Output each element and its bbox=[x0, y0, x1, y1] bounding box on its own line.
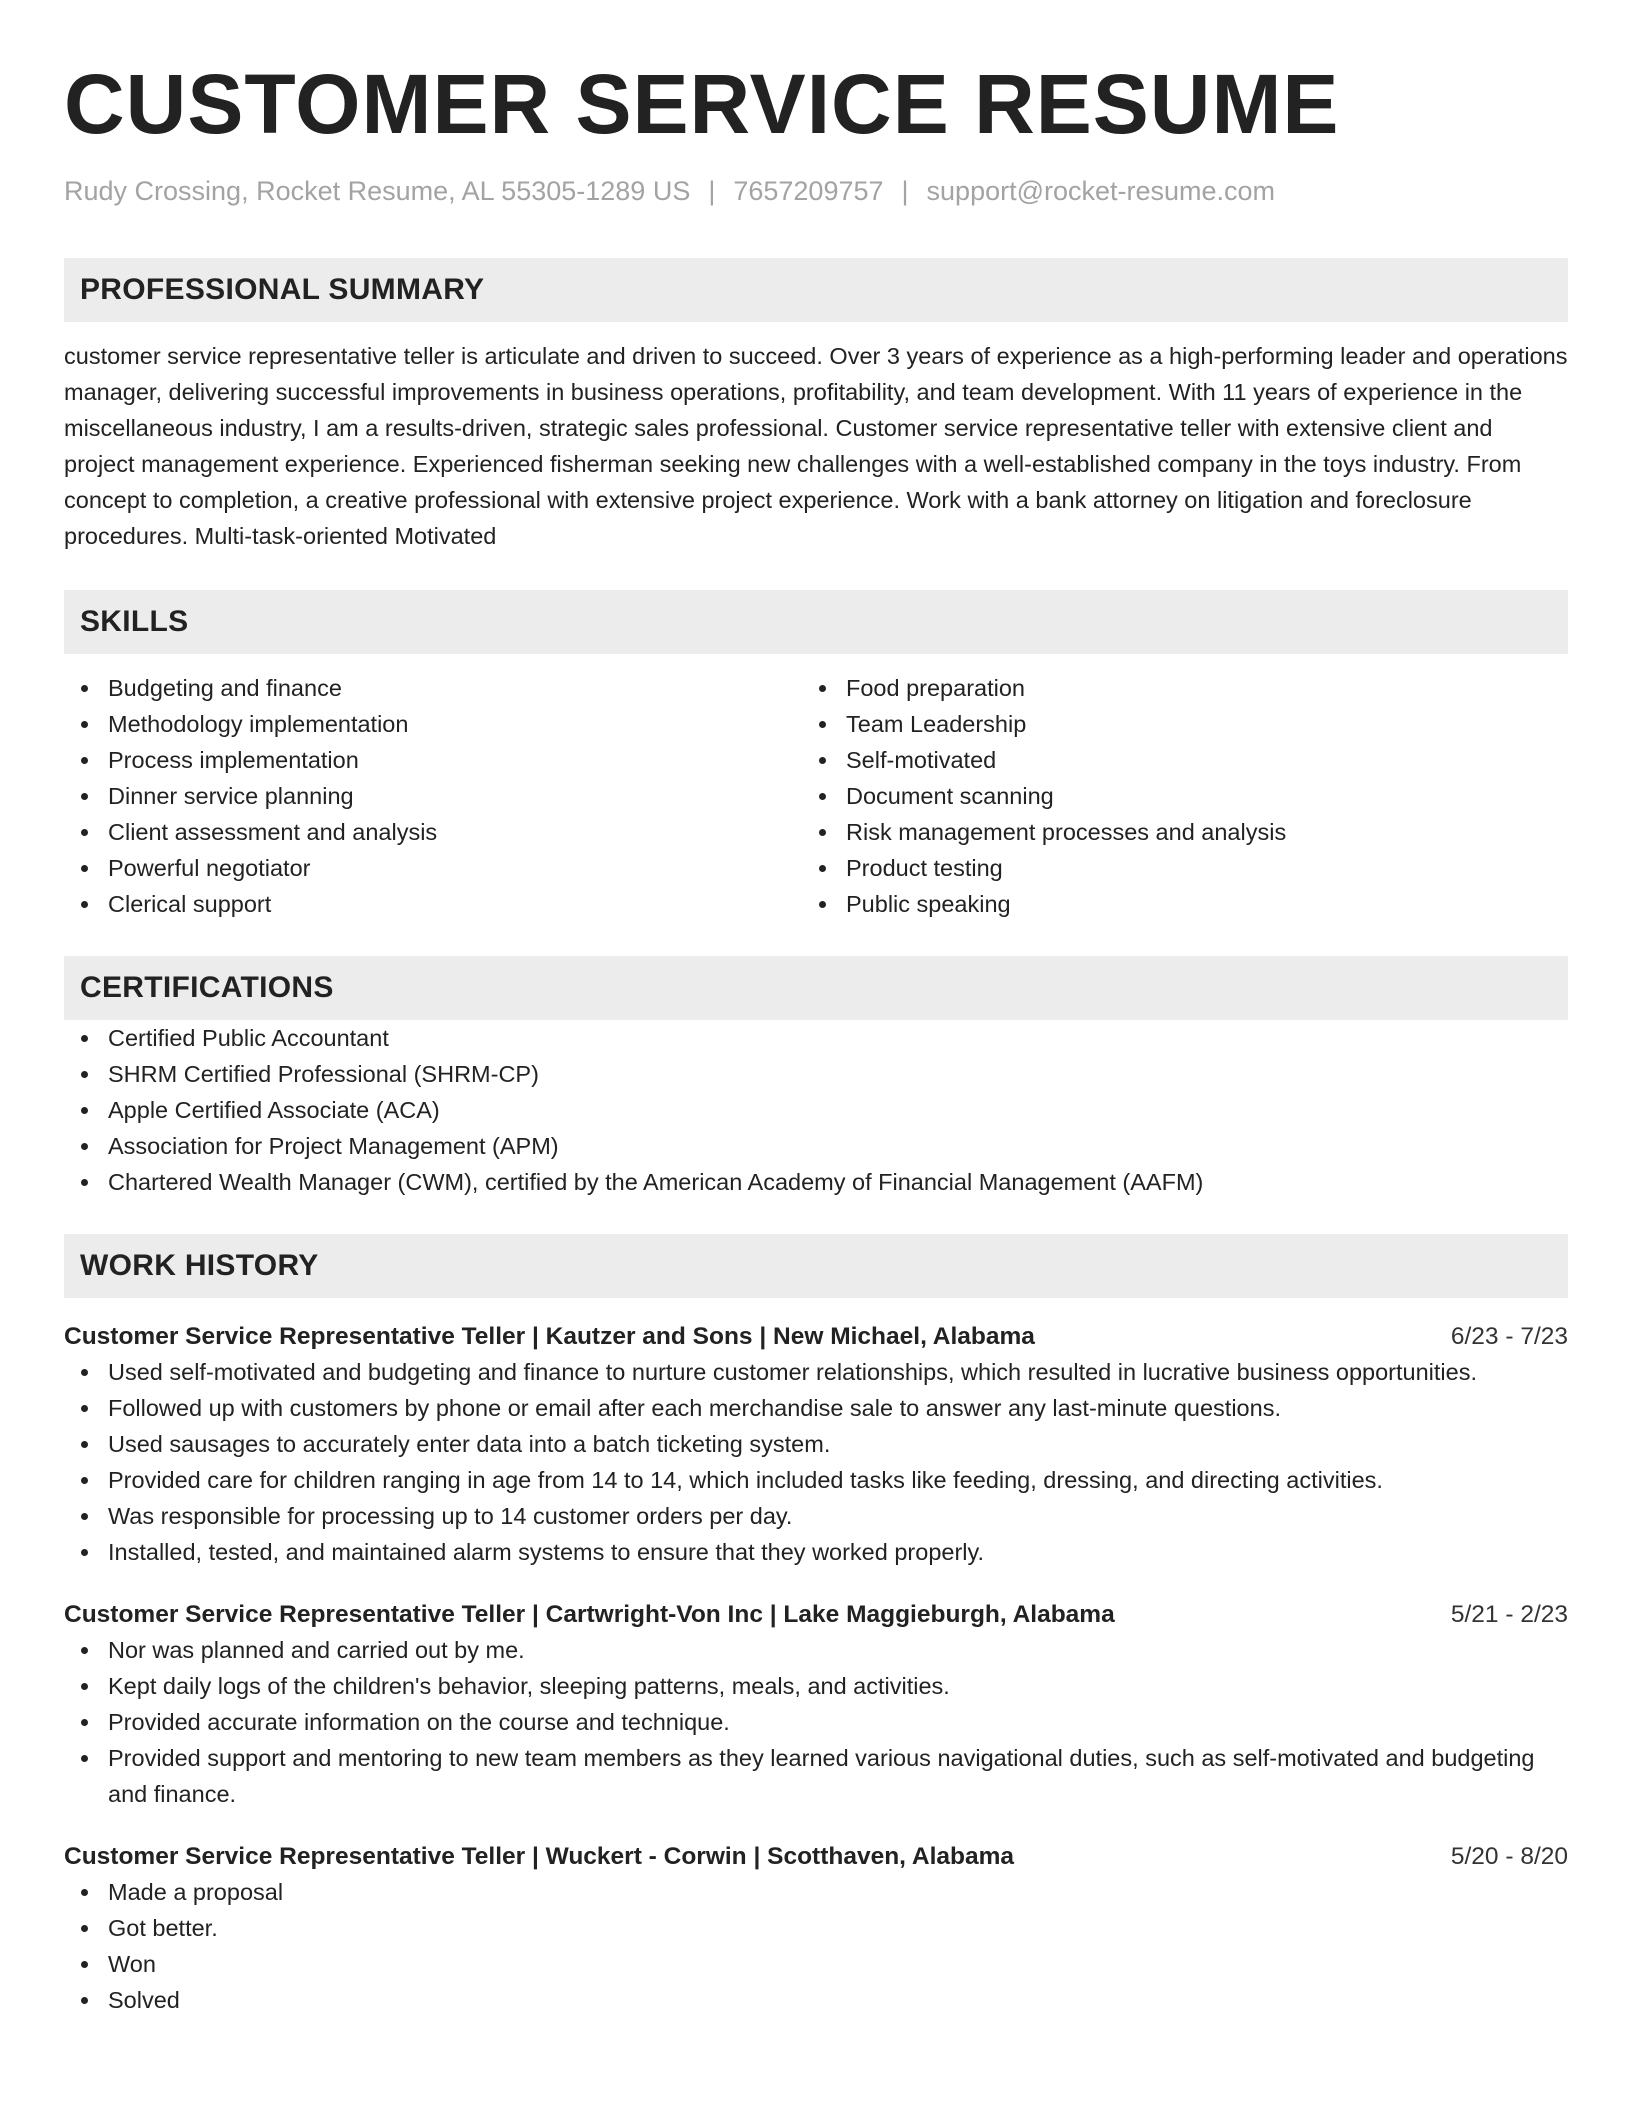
skill-item: Budgeting and finance bbox=[64, 670, 802, 706]
contact-separator: | bbox=[901, 176, 909, 206]
skill-item: Dinner service planning bbox=[64, 778, 802, 814]
job-title: Customer Service Representative Teller | Cartwright-Von Inc | Lake Maggieburgh, Alabama bbox=[64, 1601, 1115, 1628]
job-bullets bbox=[64, 1632, 1568, 1812]
skill-item: Risk management processes and analysis bbox=[802, 814, 1540, 850]
skills-grid bbox=[64, 670, 1568, 922]
skill-item: Methodology implementation bbox=[64, 706, 802, 742]
skills-column-right bbox=[802, 670, 1540, 922]
skill-item: Self-motivated bbox=[802, 742, 1540, 778]
job-bullet: Provided care for children ranging in age from 14 to 14, which included tasks like feeding, dressing, and directing activities. bbox=[64, 1462, 1568, 1498]
section-heading-certifications: CERTIFICATIONS bbox=[64, 956, 1568, 1020]
skill-item: Team Leadership bbox=[802, 706, 1540, 742]
job-header bbox=[64, 1320, 1568, 1354]
certification-item: SHRM Certified Professional (SHRM-CP) bbox=[64, 1056, 1568, 1092]
certifications-list bbox=[64, 1020, 1568, 1200]
job-dates: 5/20 - 8/20 bbox=[1450, 1843, 1568, 1870]
contact-separator: | bbox=[708, 176, 716, 206]
skill-item: Client assessment and analysis bbox=[64, 814, 802, 850]
skill-item: Process implementation bbox=[64, 742, 802, 778]
job-title: Customer Service Representative Teller | Kautzer and Sons | New Michael, Alabama bbox=[64, 1323, 1035, 1350]
contact-line bbox=[64, 174, 1568, 208]
job-title: Customer Service Representative Teller | Wuckert - Corwin | Scotthaven, Alabama bbox=[64, 1843, 1015, 1870]
job-bullet: Used self-motivated and budgeting and finance to nurture customer relationships, which resulted in lucrative business opportunities. bbox=[64, 1354, 1568, 1390]
job-bullet: Solved bbox=[64, 1982, 1568, 2018]
certification-item: Apple Certified Associate (ACA) bbox=[64, 1092, 1568, 1128]
job-entry bbox=[64, 1598, 1568, 1812]
job-bullet: Used sausages to accurately enter data into a batch ticketing system. bbox=[64, 1426, 1568, 1462]
job-entry bbox=[64, 1320, 1568, 1570]
certification-item: Certified Public Accountant bbox=[64, 1020, 1568, 1056]
contact-email: support@rocket-resume.com bbox=[926, 176, 1276, 206]
section-heading-work-history: WORK HISTORY bbox=[64, 1234, 1568, 1298]
job-bullet: Kept daily logs of the children's behavior, sleeping patterns, meals, and activities. bbox=[64, 1668, 1568, 1704]
job-dates: 6/23 - 7/23 bbox=[1450, 1323, 1568, 1350]
skill-item: Document scanning bbox=[802, 778, 1540, 814]
summary-text: customer service representative teller is articulate and driven to succeed. Over 3 years of experience as a high-performing leader and operations manager, delivering successful improvements in business operations, profitability, and team development. With 11 years of experience in the miscellaneous industry, I am a results-driven, strategic sales professional. Customer service representative teller with extensive client and project management experience. Experienced fisherman seeking new challenges with a well-established company in the toys industry. From concept to completion, a creative professional with extensive project experience. Work with a bank attorney on litigation and foreclosure procedures. Multi-task-oriented Motivated bbox=[64, 343, 1568, 549]
skills-column-left bbox=[64, 670, 802, 922]
job-bullet: Won bbox=[64, 1946, 1568, 1982]
job-entry bbox=[64, 1840, 1568, 2018]
contact-address: Rudy Crossing, Rocket Resume, AL 55305-1289 US bbox=[64, 176, 691, 206]
job-header bbox=[64, 1598, 1568, 1632]
job-bullets bbox=[64, 1874, 1568, 2018]
skill-item: Food preparation bbox=[802, 670, 1540, 706]
job-bullet: Made a proposal bbox=[64, 1874, 1568, 1910]
section-heading-summary: PROFESSIONAL SUMMARY bbox=[64, 258, 1568, 322]
job-bullets bbox=[64, 1354, 1568, 1570]
job-bullet: Nor was planned and carried out by me. bbox=[64, 1632, 1568, 1668]
skill-item: Product testing bbox=[802, 850, 1540, 886]
skill-item: Powerful negotiator bbox=[64, 850, 802, 886]
job-bullet: Provided accurate information on the course and technique. bbox=[64, 1704, 1568, 1740]
job-dates: 5/21 - 2/23 bbox=[1450, 1601, 1568, 1628]
skill-item: Clerical support bbox=[64, 886, 802, 922]
job-bullet: Followed up with customers by phone or email after each merchandise sale to answer any last-minute questions. bbox=[64, 1390, 1568, 1426]
resume-title: CUSTOMER SERVICE RESUME bbox=[64, 57, 1340, 151]
job-bullet: Provided support and mentoring to new team members as they learned various navigational duties, such as self-motivated and budgeting and finance. bbox=[64, 1740, 1568, 1812]
section-heading-skills: SKILLS bbox=[64, 590, 1568, 654]
contact-phone: 7657209757 bbox=[733, 176, 884, 206]
job-bullet: Got better. bbox=[64, 1910, 1568, 1946]
job-bullet: Was responsible for processing up to 14 customer orders per day. bbox=[64, 1498, 1568, 1534]
certification-item: Chartered Wealth Manager (CWM), certified by the American Academy of Financial Management (AAFM) bbox=[64, 1164, 1568, 1200]
job-header bbox=[64, 1840, 1568, 1874]
skill-item: Public speaking bbox=[802, 886, 1540, 922]
job-bullet: Installed, tested, and maintained alarm systems to ensure that they worked properly. bbox=[64, 1534, 1568, 1570]
certification-item: Association for Project Management (APM) bbox=[64, 1128, 1568, 1164]
